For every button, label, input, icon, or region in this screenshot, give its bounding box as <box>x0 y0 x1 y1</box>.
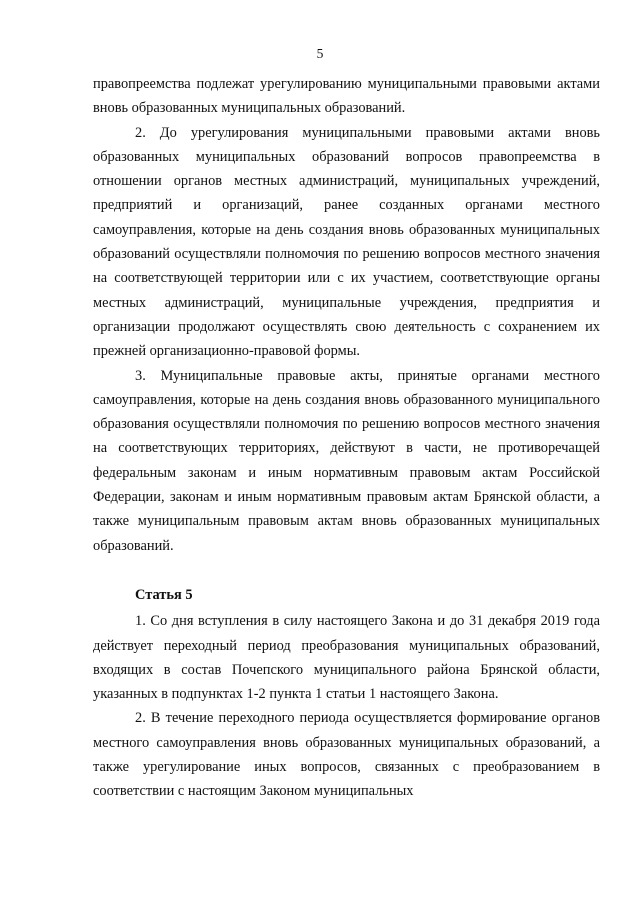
document-body <box>93 72 600 804</box>
article-5-paragraph-2: 2. В течение переходного периода осуществляется формирование органов местного самоуправления вновь образованных муниципальных образований, а также урегулирование иных вопросов, связанных с преобразованием в соответствии с настоящим Законом муниципальных <box>93 710 600 800</box>
paragraph-continuation: правопреемства подлежат урегулированию муниципальными правовыми актами вновь образованных муниципальных образований. <box>93 76 600 117</box>
spacer <box>93 558 600 570</box>
page-number: 5 <box>316 46 324 61</box>
article-5-paragraph-1: 1. Со дня вступления в силу настоящего Закона и до 31 декабря 2019 года действует переходный период преобразования муниципальных образований, входящих в состав Почепского муниципального района Брянской области, указанных в подпунктах 1-2 пункта 1 статьи 1 настоящего Закона. <box>93 613 600 703</box>
article-heading: Статья 5 <box>135 586 193 603</box>
paragraph-item-3: 3. Муниципальные правовые акты, принятые органами местного самоуправления, которые на день создания вновь образованного муниципального образования осуществляли полномочия по решению вопросов местного значения на соответствующих территориях, действуют в части, не противоречащей федеральным законам и иным нормативным правовым актам Российской Федерации, законам и иным нормативным правовым актам Брянской области, а также муниципальным правовым актам вновь образованных муниципальных образований. <box>93 367 600 554</box>
paragraph-item-2: 2. До урегулирования муниципальными правовыми актами вновь образованных муниципальных образований вопросов правопреемства в отношении органов местных администраций, муниципальных учреждений, предприятий и организаций, ранее созданных органами местного самоуправления, которые на день создания вновь образованных муниципальных образований осуществляли полномочия по решению вопросов местного значения на соответствующей территории или с их участием, соответствующие органы местных администраций, муниципальные учреждения, предприятия и организации продолжают осуществлять свою деятельность с сохранением их прежней организационно-правовой формы. <box>93 124 600 360</box>
